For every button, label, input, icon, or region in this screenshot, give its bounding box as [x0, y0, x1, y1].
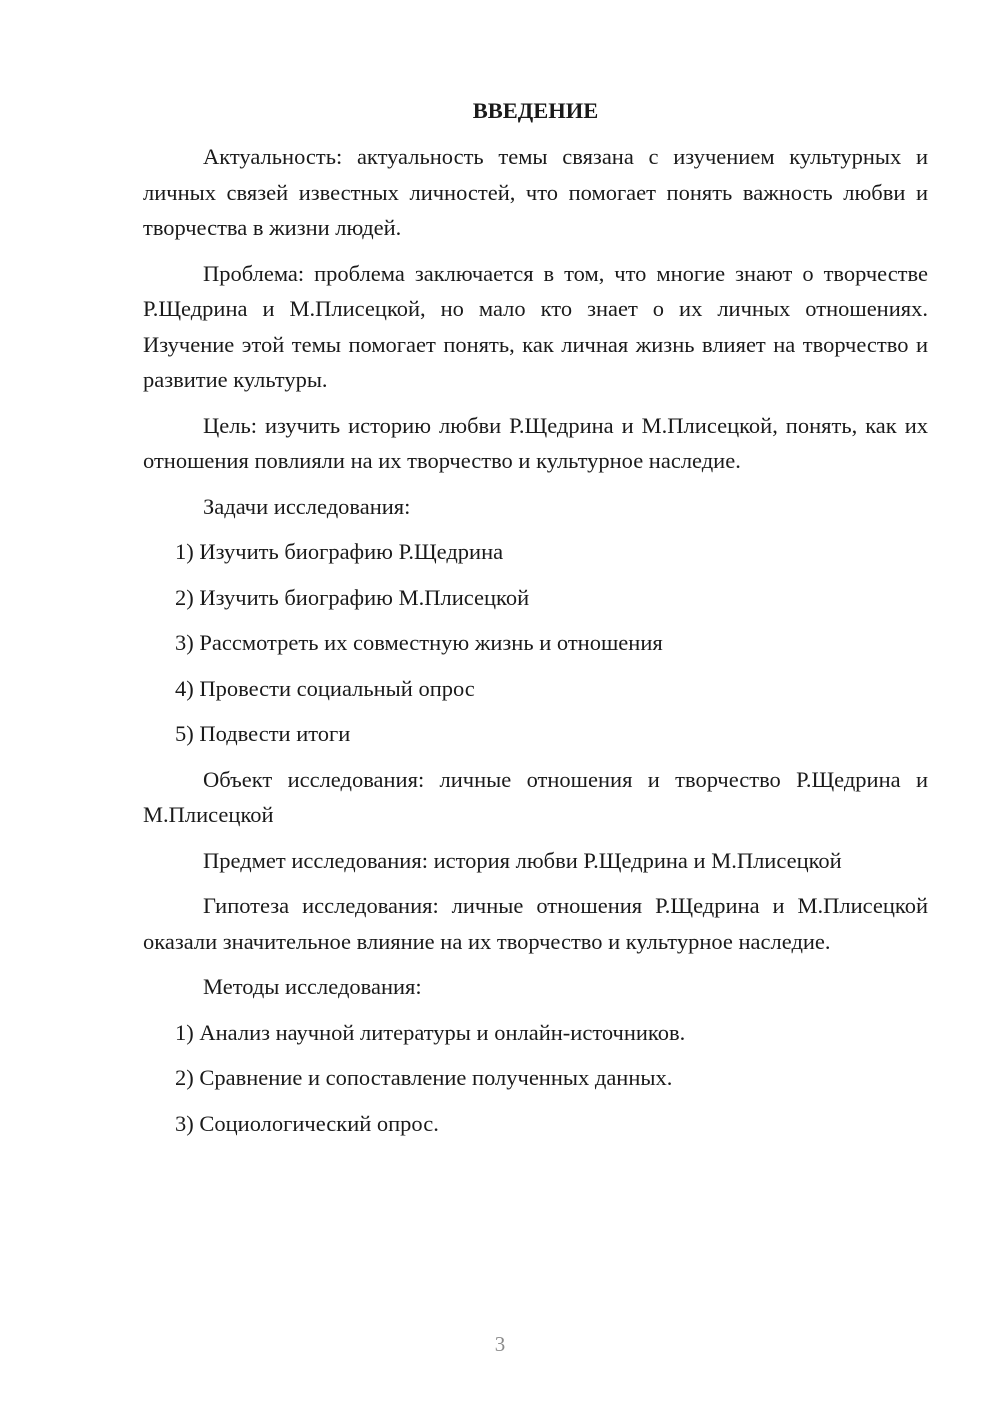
task-item: 1) Изучить биографию Р.Щедрина: [175, 539, 504, 564]
method-item: 1) Анализ научной литературы и онлайн-источников.: [175, 1019, 686, 1045]
section-heading: ВВЕДЕНИЕ: [472, 98, 599, 123]
object-paragraph: Объект исследования: личные отношения и творчество Р.Щедрина и М.Плисецкой: [143, 766, 928, 827]
problem-paragraph: Проблема: проблема заключается в том, что многие знают о творчестве Р.Щедрина и М.Плисецкой, но мало кто знает о их личных отношениях. Изучение этой темы помогает понять, как личная жизнь влияет на творчество и развитие культуры.: [143, 260, 928, 392]
hypothesis-paragraph: Гипотеза исследования: личные отношения Р.Щедрина и М.Плисецкой оказали значительное влияние на их творчество и культурное наследие.: [143, 893, 928, 954]
methods-title: Методы исследования:: [203, 974, 422, 999]
task-item: 3) Рассмотреть их совместную жизнь и отношения: [175, 630, 663, 655]
subject-paragraph: Предмет исследования: история любви Р.Щедрина и М.Плисецкой: [203, 847, 842, 873]
relevance-paragraph: Актуальность: актуальность темы связана с изучением культурных и личных связей известных личностей, что помогает понять важность любви и творчества в жизни людей.: [143, 144, 928, 240]
task-item: 2) Изучить биографию М.Плисецкой: [175, 584, 530, 610]
task-item: 5) Подвести итоги: [175, 721, 351, 746]
goal-paragraph: Цель: изучить историю любви Р.Щедрина и М.Плисецкой, понять, как их отношения повлияли на их творчество и культурное наследие.: [143, 412, 928, 473]
tasks-title: Задачи исследования:: [203, 493, 411, 519]
page-number: 3: [494, 1332, 506, 1356]
task-item: 4) Провести социальный опрос: [175, 675, 475, 701]
method-item: 2) Сравнение и сопоставление полученных данных.: [175, 1065, 673, 1090]
page-content: [143, 96, 928, 1151]
method-item: 3) Социологический опрос.: [175, 1110, 439, 1136]
